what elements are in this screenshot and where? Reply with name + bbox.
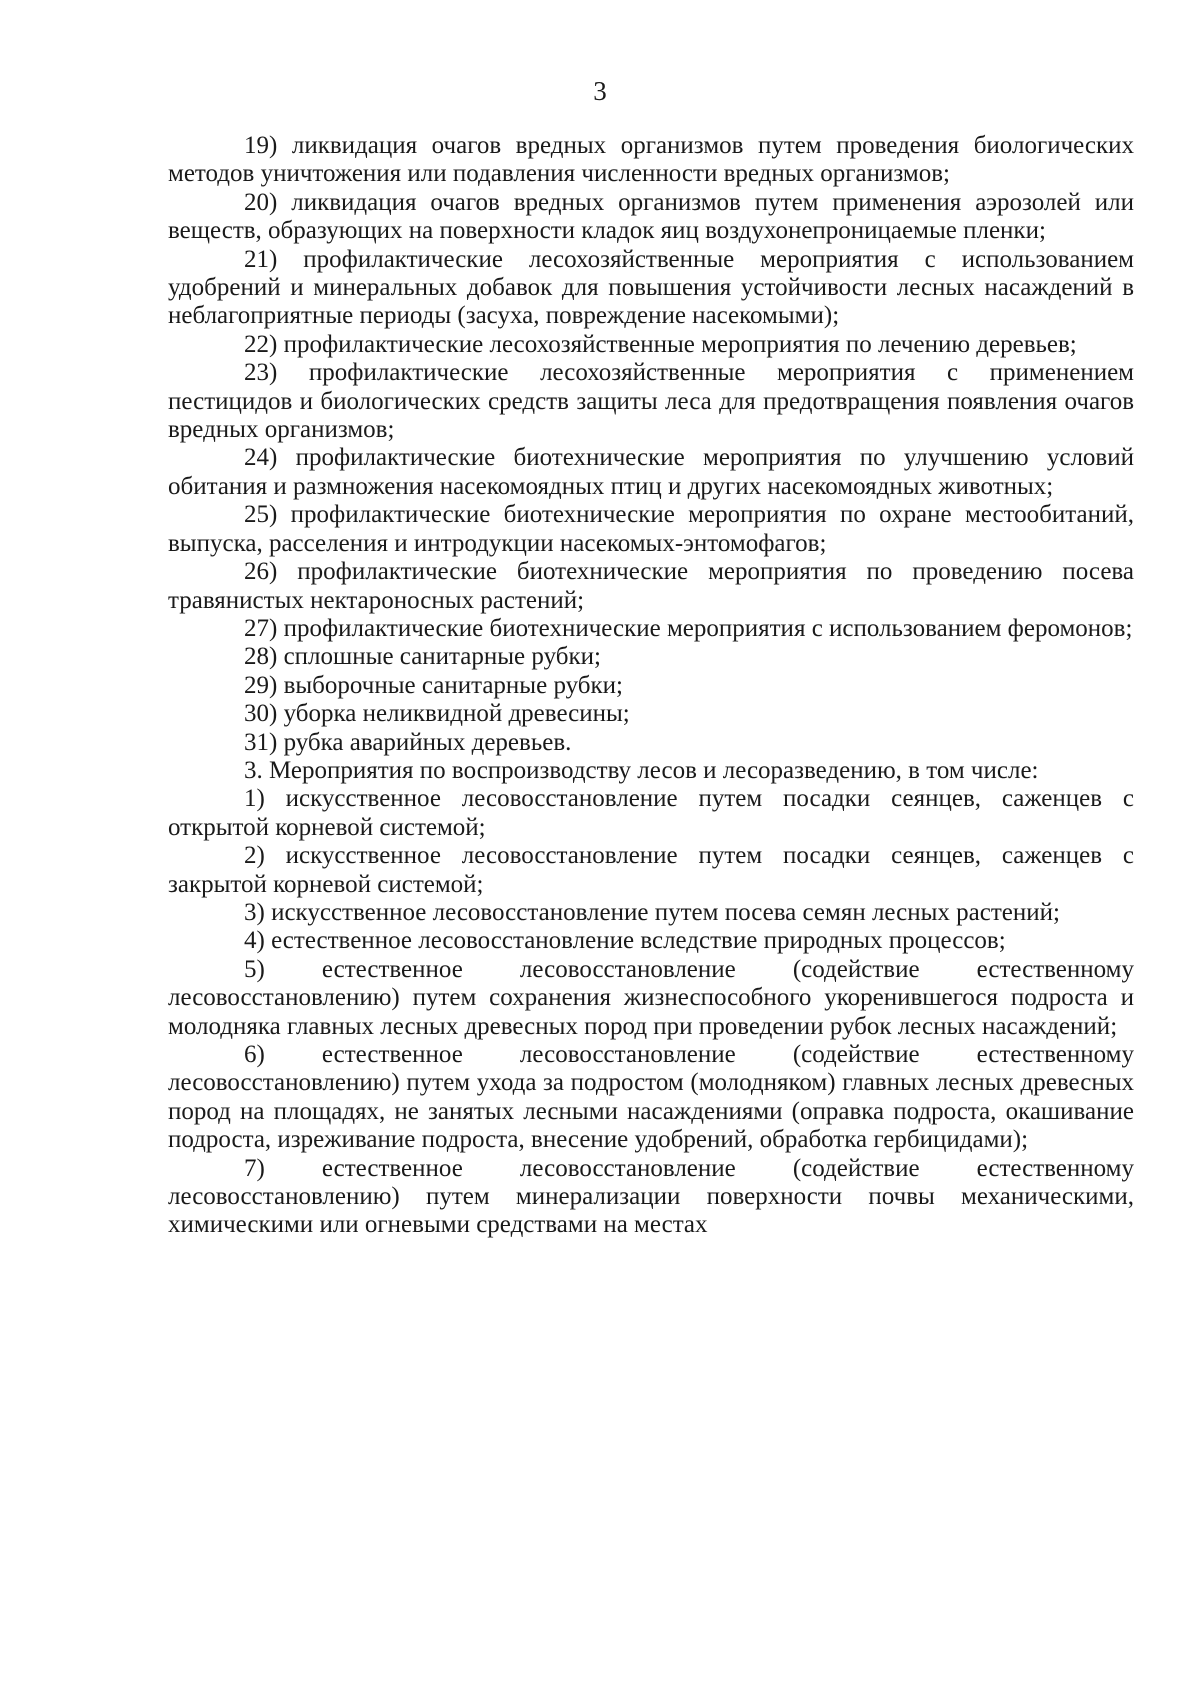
paragraph: 31) рубка аварийных деревьев.: [244, 728, 572, 756]
paragraph: 23) профилактические лесохозяйственные мероприятия с применением пестицидов и биологических средств защиты леса для предотвращения появления очагов вредных организмов;: [168, 359, 1134, 444]
paragraph: 24) профилактические биотехнические мероприятия по улучшению условий обитания и размножения насекомоядных птиц и других насекомоядных животных;: [168, 444, 1134, 500]
paragraph: 22) профилактические лесохозяйственные мероприятия по лечению деревьев;: [244, 330, 1077, 358]
paragraph: 3) искусственное лесовосстановление путем посева семян лесных растений;: [244, 898, 1060, 926]
document-body: [168, 132, 1134, 1240]
paragraph: 4) естественное лесовосстановление вследствие природных процессов;: [244, 927, 1006, 955]
paragraph: 26) профилактические биотехнические мероприятия по проведению посева травянистых нектароносных растений;: [168, 558, 1134, 614]
paragraph: 29) выборочные санитарные рубки;: [244, 671, 623, 699]
paragraph: 7) естественное лесовосстановление (содействие естественному лесовосстановлению) путем минерализации поверхности почвы механическими, химическими или огневыми средствами на местах: [168, 1154, 1134, 1239]
paragraph: 21) профилактические лесохозяйственные мероприятия с использованием удобрений и минеральных добавок для повышения устойчивости лесных насаждений в неблагоприятные периоды (засуха, повреждение насекомыми);: [168, 245, 1134, 330]
paragraph: 5) естественное лесовосстановление (содействие естественному лесовосстановлению) путем сохранения жизнеспособного укоренившегося подроста и молодняка главных лесных древесных пород при проведении рубок лесных насаждений;: [168, 955, 1134, 1040]
paragraph: 6) естественное лесовосстановление (содействие естественному лесовосстановлению) путем ухода за подростом (молодняком) главных лесных древесных пород на площадях, не занятых лесными насаждениями (оправка подроста, окашивание подроста, изреживание подроста, внесение удобрений, обработка гербицидами);: [168, 1041, 1134, 1154]
paragraph: 28) сплошные санитарные рубки;: [244, 643, 601, 671]
section-heading: 3. Мероприятия по воспроизводству лесов и лесоразведению, в том числе:: [244, 756, 1039, 784]
paragraph: 2) искусственное лесовосстановление путем посадки сеянцев, саженцев с закрытой корневой системой;: [168, 842, 1134, 898]
page-number: 3: [593, 76, 607, 106]
paragraph: 25) профилактические биотехнические мероприятия по охране местообитаний, выпуска, расселения и интродукции насекомых-энтомофагов;: [168, 501, 1134, 557]
paragraph: 20) ликвидация очагов вредных организмов путем применения аэрозолей или веществ, образующих на поверхности кладок яиц воздухонепроницаемые пленки;: [168, 188, 1134, 245]
paragraph: 27) профилактические биотехнические мероприятия с использованием феромонов;: [244, 614, 1133, 642]
paragraph: 30) уборка неликвидной древесины;: [244, 700, 630, 728]
paragraph: 1) искусственное лесовосстановление путем посадки сеянцев, саженцев с открытой корневой системой;: [168, 785, 1134, 841]
paragraph: 19) ликвидация очагов вредных организмов путем проведения биологических методов уничтожения или подавления численности вредных организмов;: [168, 132, 1134, 188]
